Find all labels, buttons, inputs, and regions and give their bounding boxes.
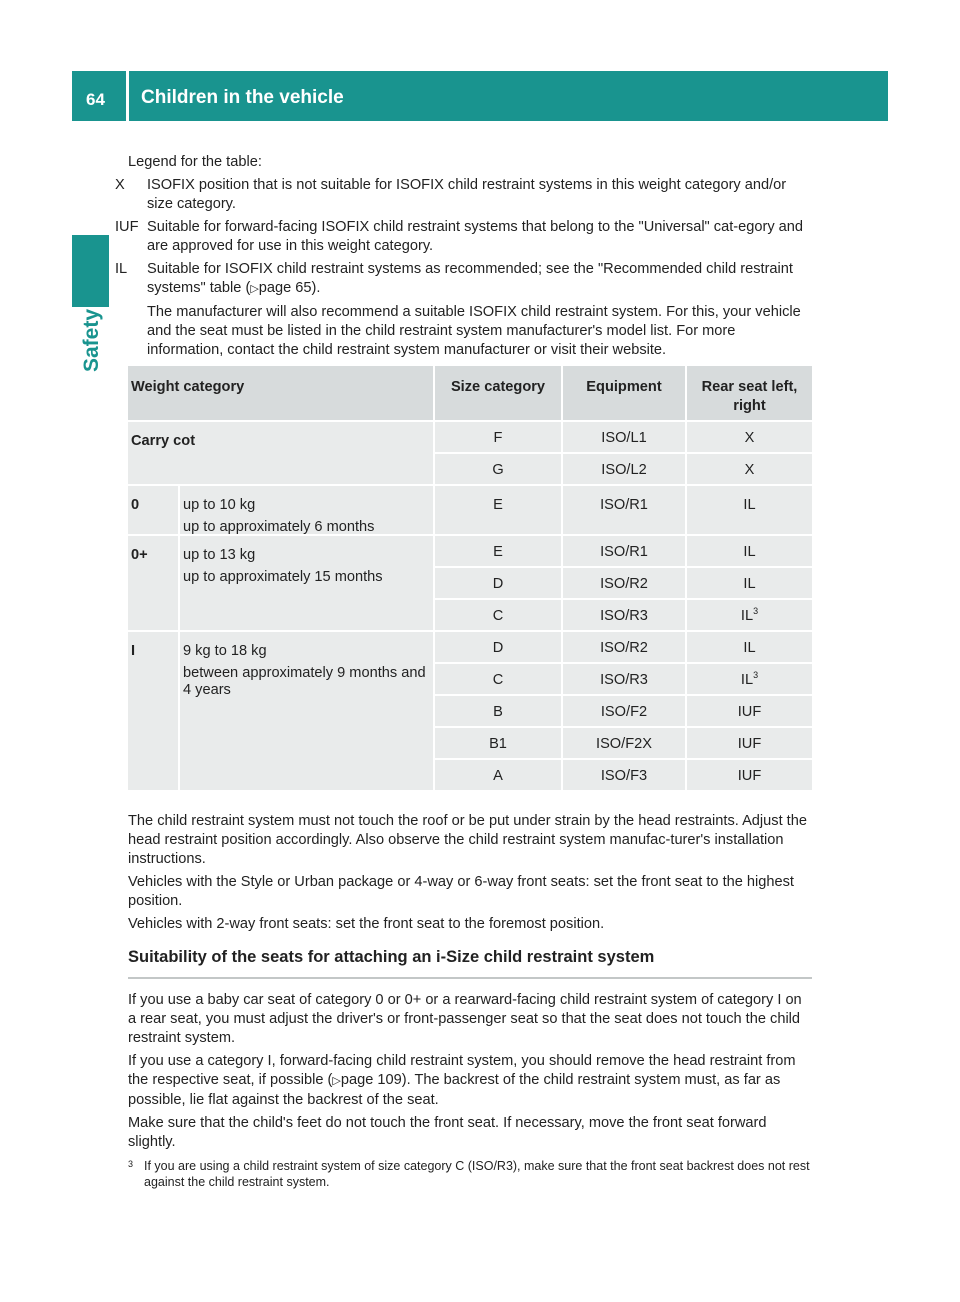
table-row <box>435 568 812 600</box>
paragraph: Vehicles with 2-way front seats: set the front seat to the foremost position. <box>128 916 605 932</box>
table-row <box>435 760 812 792</box>
rear-seat-cell: X <box>687 454 812 486</box>
footnote-text: If you are using a child restraint system of size category C (ISO/R3), make sure that the front seat backrest does not rest against the child restraint system. <box>144 1159 810 1189</box>
legend-note: The manufacturer will also recommend a suitable ISOFIX child restraint system. For this, your vehicle and the seat must be listed in the child restraint system manufacturer's model list. For more information, contact the child restraint system manufacturer or visit their website. <box>147 304 801 358</box>
weight-category: 0+ <box>128 536 180 632</box>
size-category-cell: E <box>435 536 563 568</box>
page-header <box>72 71 888 121</box>
weight-range: up to 10 kg <box>183 497 256 513</box>
weight-range: 9 kg to 18 kg <box>183 643 267 659</box>
page-ref-arrow-icon: ▷ <box>332 1075 341 1087</box>
size-category-cell: D <box>435 568 563 600</box>
equipment-cell: ISO/F3 <box>563 760 687 792</box>
equipment-cell: ISO/F2X <box>563 728 687 760</box>
table-row <box>435 664 812 696</box>
footnote-number: 3 <box>128 1159 134 1169</box>
chapter-title: Children in the vehicle <box>141 87 344 108</box>
header-divider <box>126 71 129 121</box>
table-group <box>128 486 812 536</box>
table-row <box>435 454 812 486</box>
page-ref-arrow-icon: ▷ <box>250 283 259 295</box>
paragraph: Make sure that the child's feet do not touch the front seat. If necessary, move the front seat forward slightly. <box>128 1115 767 1150</box>
column-header: Weight category <box>128 366 435 422</box>
rear-seat-cell: $IL^3$ <box>687 600 812 632</box>
age-range: between approximately 9 months and 4 years <box>183 665 426 698</box>
column-header: Equipment <box>563 366 687 422</box>
page-number: 64 <box>86 90 105 109</box>
paragraph: If you use a baby car seat of category 0 or 0+ or a rearward-facing child restraint system of category I on a rear seat, you must adjust the driver's or front-passenger seat so that the seat does not touch the child restraint system. <box>128 992 802 1046</box>
size-category-cell: D <box>435 632 563 664</box>
legend-text: ISOFIX position that is not suitable for ISOFIX child restraint systems in this weight category and/or size category. <box>147 177 787 212</box>
age-range: up to approximately 15 months <box>183 569 383 585</box>
legend-text: Suitable for ISOFIX child restraint systems as recommended; see the "Recommended child restraint systems" table (▷page 65). <box>147 261 793 296</box>
weight-category: I <box>128 632 180 792</box>
table-row <box>435 600 812 632</box>
column-header: Rear seat left, right <box>687 366 812 422</box>
page-reference-link[interactable]: page 65 <box>258 280 312 296</box>
size-category-cell: F <box>435 422 563 454</box>
legend-item <box>115 176 812 214</box>
weight-description <box>180 536 435 632</box>
table-row <box>435 422 812 454</box>
size-category-cell: A <box>435 760 563 792</box>
table-row <box>435 696 812 728</box>
legend-abbr: IL <box>115 261 128 277</box>
isofix-table <box>128 366 812 792</box>
equipment-cell: ISO/R1 <box>563 486 687 536</box>
section-label: Safety <box>80 308 103 372</box>
rear-seat-cell: IL <box>687 536 812 568</box>
legend-text: Suitable for forward-facing ISOFIX child restraint systems that belong to the "Universal" cat-egory and are approved for use in this weight category. <box>147 219 804 254</box>
table-row <box>435 728 812 760</box>
table-header-row <box>128 366 812 422</box>
footnote <box>128 1158 812 1190</box>
column-header: Size category <box>435 366 563 422</box>
rear-seat-cell: IL <box>687 632 812 664</box>
rear-seat-cell: IL <box>687 486 812 536</box>
section-marker <box>72 235 109 307</box>
age-range: up to approximately 6 months <box>183 519 375 535</box>
weight-category: Carry cot <box>128 422 435 486</box>
legend-abbr: X <box>115 177 125 193</box>
rear-seat-cell: IUF <box>687 728 812 760</box>
page-reference-link[interactable]: page 109 <box>340 1072 402 1088</box>
equipment-cell: ISO/L2 <box>563 454 687 486</box>
size-category-cell: C <box>435 600 563 632</box>
footnote-marker: 3 <box>753 606 759 617</box>
weight-range: up to 13 kg <box>183 547 256 563</box>
equipment-cell: ISO/R2 <box>563 632 687 664</box>
weight-category: 0 <box>128 486 180 536</box>
table-group <box>128 632 812 792</box>
table-row <box>435 486 812 518</box>
weight-description <box>180 486 435 536</box>
equipment-cell: ISO/R3 <box>563 600 687 632</box>
rear-seat-cell: IUF <box>687 760 812 792</box>
section-heading: Suitability of the seats for attaching an i-Size child restraint system <box>128 948 812 979</box>
table-row <box>435 632 812 664</box>
legend-abbr: IUF <box>115 219 139 235</box>
table-group <box>128 422 812 486</box>
legend-intro: Legend for the table: <box>128 154 262 170</box>
paragraph: Vehicles with the Style or Urban package or 4-way or 6-way front seats: set the front seat to the highest position. <box>128 874 794 909</box>
size-category-cell: C <box>435 664 563 696</box>
rear-seat-cell: IL <box>687 568 812 600</box>
equipment-cell: ISO/L1 <box>563 422 687 454</box>
table-row <box>435 536 812 568</box>
equipment-cell: ISO/R3 <box>563 664 687 696</box>
table-group <box>128 536 812 632</box>
paragraph: If you use a category I, forward-facing child restraint system, you should remove the head restraint from the respective seat, if possible (▷page 109). The backrest of the child restraint system must, as far as possible, lie flat against the backrest of the seat. <box>128 1053 796 1108</box>
rear-seat-cell: $IL^3$ <box>687 664 812 696</box>
page-content <box>115 153 812 1190</box>
equipment-cell: ISO/F2 <box>563 696 687 728</box>
weight-description <box>180 632 435 792</box>
paragraph: The child restraint system must not touch the roof or be put under strain by the head restraints. Adjust the head restraint position accordingly. Also observe the child restraint system manufac-turer's installation instructions. <box>128 813 807 867</box>
size-category-cell: G <box>435 454 563 486</box>
footnote-marker: 3 <box>753 670 759 681</box>
rear-seat-cell: X <box>687 422 812 454</box>
equipment-cell: ISO/R1 <box>563 536 687 568</box>
size-category-cell: B1 <box>435 728 563 760</box>
equipment-cell: ISO/R2 <box>563 568 687 600</box>
legend-item <box>115 260 812 360</box>
size-category-cell: B <box>435 696 563 728</box>
size-category-cell: E <box>435 486 563 536</box>
legend-item <box>115 218 812 256</box>
rear-seat-cell: IUF <box>687 696 812 728</box>
